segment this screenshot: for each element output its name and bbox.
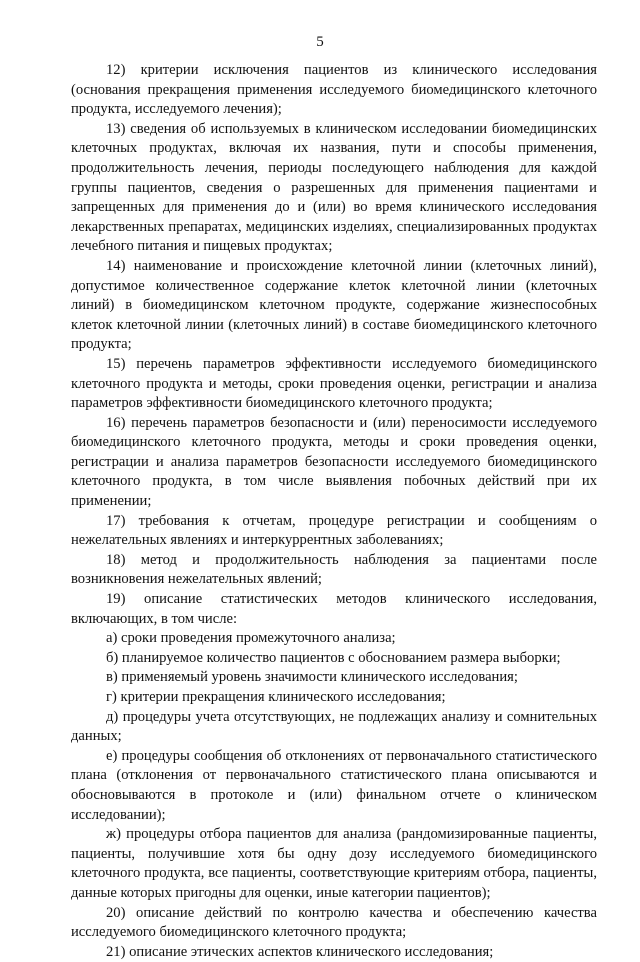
paragraph-subitem-g: г) критерии прекращения клинического исследования; — [106, 689, 446, 705]
paragraph-item-15: 15) перечень параметров эффективности исследуемого биомедицинского клеточного продукта и методы, сроки проведения оценки, регистрации и анализа параметров эффективности биомедицинского клеточного продукта; — [71, 355, 597, 412]
paragraph-subitem-b: б) планируемое количество пациентов с обоснованием размера выборки; — [106, 649, 561, 666]
paragraph-subitem-zh: ж) процедуры отбора пациентов для анализа (рандомизированные пациенты, пациенты, получившие хотя бы одну дозу исследуемого биомедицинского клеточного продукта, все пациенты, соответствующие критериям отбора, пациенты, данные которых пригодны для оценки, иные категории пациентов); — [71, 826, 597, 901]
paragraph-item-17: 17) требования к отчетам, процедуре регистрации и сообщениям о нежелательных явлениях и интеркуррентных заболеваниях; — [71, 512, 597, 549]
paragraph-subitem-a: а) сроки проведения промежуточного анализа; — [106, 630, 396, 647]
document-body — [71, 61, 597, 962]
paragraph-item-20: 20) описание действий по контролю качества и обеспечению качества исследуемого биомедицинского клеточного продукта; — [71, 904, 597, 941]
paragraph-subitem-e: е) процедуры сообщения об отклонениях от первоначального статистического плана (отклонения от первоначального статистического плана описываются и обосновываются в протоколе и (или) финальном отчете о клиническом исследовании); — [71, 747, 597, 823]
page-number: 5 — [316, 34, 324, 50]
paragraph-subitem-d: д) процедуры учета отсутствующих, не подлежащих анализу и сомнительных данных; — [71, 708, 597, 745]
paragraph-item-14: 14) наименование и происхождение клеточной линии (клеточных линий), допустимое количественное содержание клеток клеточной линии (клеточных линий) в биомедицинском клеточном продукте, содержание жизнеспособных клеток клеточной линии (клеточных линий) в составе биомедицинского клеточного продукта; — [71, 257, 597, 353]
paragraph-item-16: 16) перечень параметров безопасности и (или) переносимости исследуемого биомедицинского клеточного продукта, методы и сроки проведения оценки, регистрации и анализа параметров безопасности исследуемого биомедицинского клеточного продукта, в том числе выявления побочных действий при их применении; — [71, 414, 597, 510]
paragraph-item-19: 19) описание статистических методов клинического исследования, включающих, в том числе: — [71, 591, 597, 627]
paragraph-item-12: 12) критерии исключения пациентов из клинического исследования (основания прекращения применения исследуемого биомедицинского клеточного продукта, исследуемого лечения); — [71, 62, 597, 118]
paragraph-item-13: 13) сведения об используемых в клиническом исследовании биомедицинских клеточных продуктах, включая их названия, пути и способы применения, продолжительность лечения, периоды последующего наблюдения для каждой группы пациентов, сведения о разрешенных для применения пациентами и запрещенных для применения до и (или) во время клинического исследования лекарственных препаратах, медицинских изделиях, специализированных продуктах лечебного питания и пищевых продуктах; — [71, 120, 597, 255]
paragraph-subitem-v: в) применяемый уровень значимости клинического исследования; — [106, 669, 518, 686]
paragraph-item-21: 21) описание этических аспектов клинического исследования; — [106, 943, 494, 960]
paragraph-item-18: 18) метод и продолжительность наблюдения за пациентами после возникновения нежелательных явлений; — [71, 551, 597, 588]
